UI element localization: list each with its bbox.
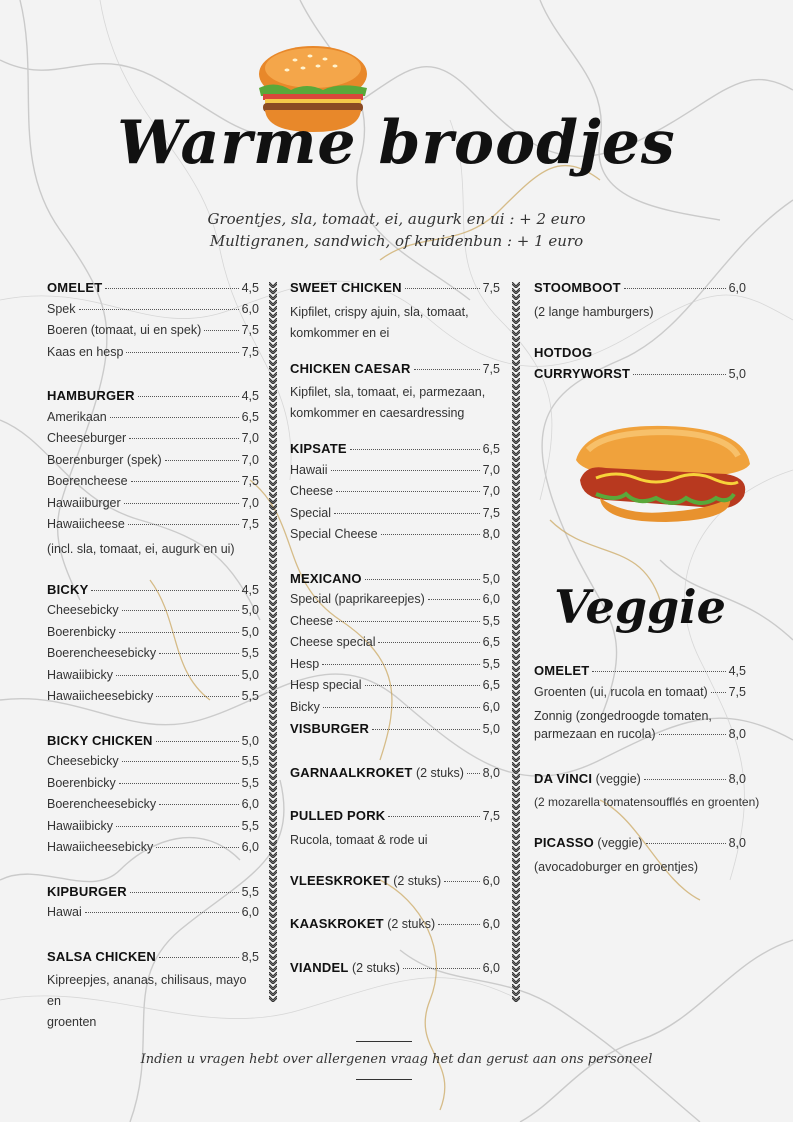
menu-item: Cheese special 6,5: [290, 635, 500, 649]
menu-heading-sweet-chicken: SWEET CHICKEN 7,5: [290, 280, 500, 295]
menu-heading-visburger: VISBURGER 5,0: [290, 721, 500, 736]
menu-column-1: [47, 280, 259, 1033]
menu-heading-veggie-omelet: OMELET 4,5: [534, 663, 746, 678]
menu-item: Hawaiicheese 7,5: [47, 517, 259, 531]
menu-description: komkommer en ei: [290, 325, 390, 340]
menu-column-2: [290, 280, 500, 981]
allergen-footer: Indien u vragen hebt over allergenen vraag het dan gerust aan ons personeel: [140, 1052, 653, 1067]
footer-rule-bottom: [356, 1079, 412, 1080]
page-title: Warme broodjes: [117, 108, 676, 178]
menu-heading-bicky-chicken: BICKY CHICKEN 5,0: [47, 732, 259, 748]
menu-item: Boerenbicky 5,0: [47, 624, 259, 639]
menu-item: Hawaiicheesebicky 6,0: [47, 840, 259, 854]
menu-item: Kaas en hesp 7,5: [47, 344, 259, 359]
menu-description: (2 mozarella tomatensoufflés en groenten): [534, 795, 760, 809]
menu-item: Special 7,5: [290, 505, 500, 520]
subtitle-extras: Groentjes, sla, tomaat, ei, augurk en ui : + 2 euro: [207, 210, 586, 228]
menu-item: Cheese 7,0: [290, 484, 500, 498]
hotdog-icon: [566, 420, 754, 524]
menu-item: Spek 6,0: [47, 301, 259, 316]
menu-item: Cheesebicky 5,5: [47, 754, 259, 768]
menu-heading-bicky: BICKY 4,5: [47, 581, 259, 597]
veggie-title: Veggie: [554, 580, 726, 634]
menu-heading-kipburger: KIPBURGER 5,5: [47, 883, 259, 899]
column-divider: [269, 282, 277, 1002]
menu-item: parmezaan en rucola) 8,0: [534, 727, 746, 741]
menu-description: Kipfilet, sla, tomaat, ei, parmezaan,: [290, 385, 486, 399]
menu-note: (incl. sla, tomaat, ei, augurk en ui): [47, 541, 235, 556]
menu-item: Amerikaan 6,5: [47, 409, 259, 424]
menu-item: Groenten (ui, rucola en tomaat) 7,5: [534, 684, 746, 699]
menu-item: Boerenbicky 5,5: [47, 775, 259, 790]
menu-item: Bicky 6,0: [290, 699, 500, 714]
menu-item: Hesp special 6,5: [290, 678, 500, 692]
menu-heading-kipsate: KIPSATE 6,5: [290, 441, 500, 456]
menu-description: groenten: [47, 1015, 97, 1029]
menu-column-3: [534, 280, 746, 388]
menu-heading-vleeskroket: VLEESKROKET (2 stuks) 6,0: [290, 872, 500, 888]
menu-item: Hawaiibicky 5,5: [47, 818, 259, 833]
menu-description: Kipreepjes, ananas, chilisaus, mayo en: [47, 973, 247, 1008]
menu-heading-curryworst: CURRYWORST 5,0: [534, 366, 746, 381]
menu-item: Cheeseburger 7,0: [47, 431, 259, 445]
menu-item: Boerenburger (spek) 7,0: [47, 452, 259, 467]
menu-heading-stoomboot: STOOMBOOT 6,0: [534, 280, 746, 295]
menu-heading-omelet: OMELET 4,5: [47, 280, 259, 295]
menu-item: Hawaii 7,0: [290, 462, 500, 477]
menu-heading-hotdog: HOTDOG: [534, 344, 593, 360]
menu-item: Cheese 5,5: [290, 613, 500, 628]
menu-item: Hawaiiburger 7,0: [47, 495, 259, 510]
menu-description: (2 lange hamburgers): [534, 304, 654, 319]
footer-rule-top: [356, 1041, 412, 1042]
menu-heading-chicken-caesar: CHICKEN CAESAR 7,5: [290, 360, 500, 376]
menu-item: Hawaiicheesebicky 5,5: [47, 689, 259, 703]
menu-heading-viandel: VIANDEL (2 stuks) 6,0: [290, 959, 500, 975]
menu-item: Hesp 5,5: [290, 656, 500, 671]
column-divider: [512, 282, 520, 1002]
menu-heading-garnaalkroket: GARNAALKROKET (2 stuks) 8,0: [290, 764, 500, 780]
subtitle-bread: Multigranen, sandwich, of kruidenbun : + 1 euro: [209, 232, 584, 250]
menu-heading-da-vinci: DA VINCI (veggie) 8,0: [534, 770, 746, 786]
menu-item: Hawaiibicky 5,0: [47, 667, 259, 682]
menu-item: Hawai 6,0: [47, 905, 259, 919]
menu-item: Special (paprikareepjes) 6,0: [290, 592, 500, 606]
menu-description: (avocadoburger en groentjes): [534, 859, 698, 874]
menu-heading-pulled-pork: PULLED PORK 7,5: [290, 808, 500, 823]
menu-item: Cheesebicky 5,0: [47, 603, 259, 617]
menu-item: Boerencheese 7,5: [47, 474, 259, 488]
menu-description: komkommer en caesardressing: [290, 406, 465, 420]
menu-heading-mexicano: MEXICANO 5,0: [290, 570, 500, 586]
menu-description: Zonnig (zongedroogde tomaten,: [534, 709, 712, 723]
menu-item: Special Cheese 8,0: [290, 527, 500, 541]
menu-description: Rucola, tomaat & rode ui: [290, 832, 428, 847]
menu-description: Kipfilet, crispy ajuin, sla, tomaat,: [290, 304, 469, 319]
menu-heading-hamburger: HAMBURGER 4,5: [47, 388, 259, 403]
menu-heading-kaaskroket: KAASKROKET (2 stuks) 6,0: [290, 916, 500, 931]
menu-item: Boerencheesebicky 6,0: [47, 797, 259, 811]
menu-heading-picasso: PICASSO (veggie) 8,0: [534, 835, 746, 850]
menu-item: Boeren (tomaat, ui en spek) 7,5: [47, 323, 259, 337]
veggie-section: [534, 663, 760, 878]
menu-item: Boerencheesebicky 5,5: [47, 646, 259, 660]
menu-heading-salsa-chicken: SALSA CHICKEN 8,5: [47, 948, 259, 964]
